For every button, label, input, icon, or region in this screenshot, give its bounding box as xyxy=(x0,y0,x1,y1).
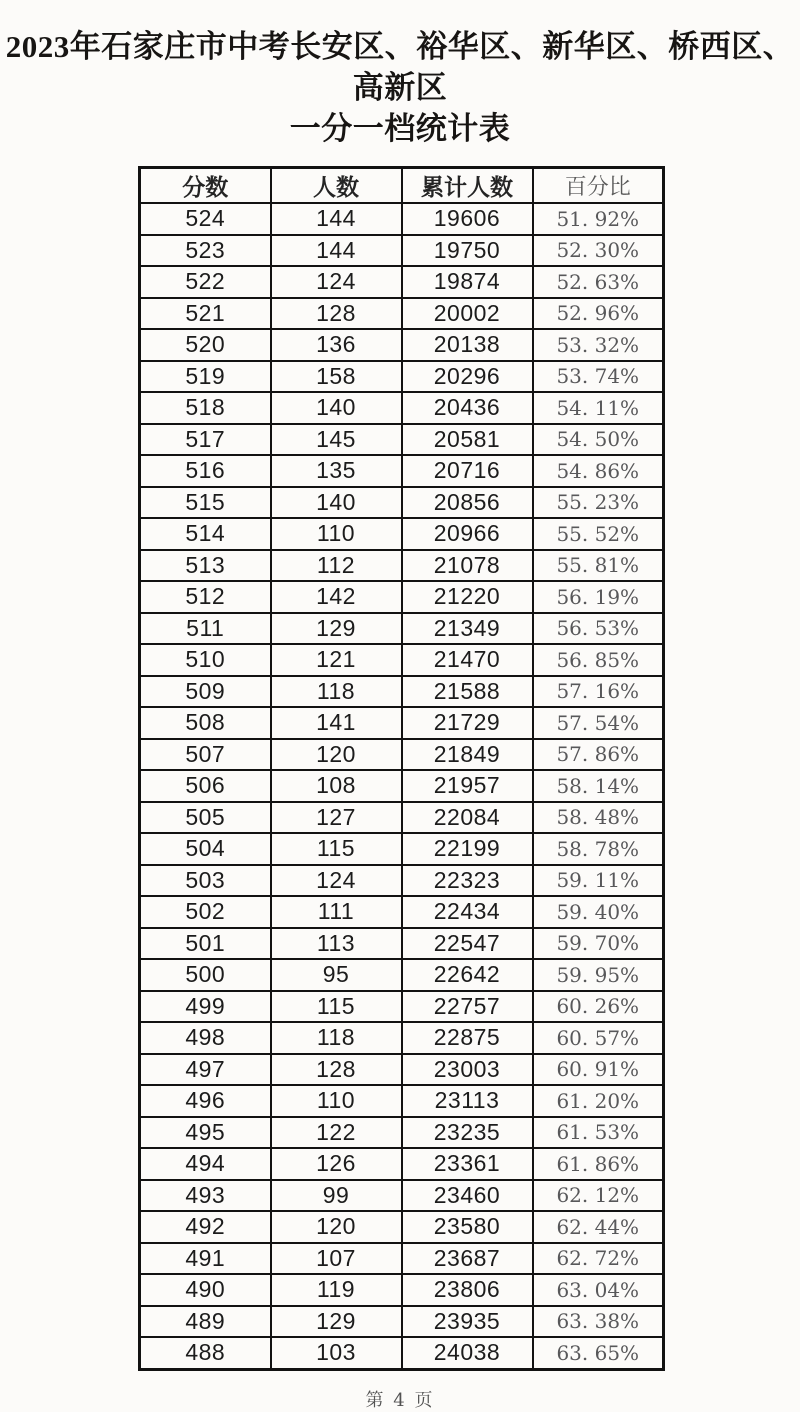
count-cell: 158 xyxy=(271,361,402,393)
percent-cell: 54. 11% xyxy=(533,392,664,424)
score-cell: 500 xyxy=(140,959,271,991)
score-cell: 510 xyxy=(140,644,271,676)
table-row xyxy=(140,1085,664,1117)
count-cell: 145 xyxy=(271,424,402,456)
score-cell: 508 xyxy=(140,707,271,739)
percent-cell: 59. 40% xyxy=(533,896,664,928)
table-row xyxy=(140,865,664,897)
percent-cell: 52. 96% xyxy=(533,298,664,330)
cumulative-cell: 21729 xyxy=(402,707,533,739)
score-cell: 502 xyxy=(140,896,271,928)
table-row xyxy=(140,613,664,645)
percent-cell: 61. 86% xyxy=(533,1148,664,1180)
cumulative-cell: 23580 xyxy=(402,1211,533,1243)
count-cell: 120 xyxy=(271,739,402,771)
cumulative-cell: 21349 xyxy=(402,613,533,645)
percent-cell: 52. 30% xyxy=(533,235,664,267)
count-cell: 129 xyxy=(271,1306,402,1338)
cumulative-cell: 20581 xyxy=(402,424,533,456)
cumulative-cell: 19874 xyxy=(402,266,533,298)
score-cell: 496 xyxy=(140,1085,271,1117)
table-body xyxy=(140,203,664,1369)
count-cell: 127 xyxy=(271,802,402,834)
cumulative-cell: 20716 xyxy=(402,455,533,487)
count-cell: 129 xyxy=(271,613,402,645)
percent-cell: 56. 19% xyxy=(533,581,664,613)
percent-cell: 62. 12% xyxy=(533,1180,664,1212)
score-cell: 524 xyxy=(140,203,271,235)
score-cell: 505 xyxy=(140,802,271,834)
percent-cell: 53. 74% xyxy=(533,361,664,393)
count-cell: 124 xyxy=(271,266,402,298)
count-cell: 120 xyxy=(271,1211,402,1243)
table-row xyxy=(140,896,664,928)
percent-cell: 63. 04% xyxy=(533,1274,664,1306)
count-cell: 141 xyxy=(271,707,402,739)
cumulative-cell: 20296 xyxy=(402,361,533,393)
percent-cell: 59. 70% xyxy=(533,928,664,960)
count-cell: 128 xyxy=(271,1054,402,1086)
percent-cell: 58. 14% xyxy=(533,770,664,802)
table-row xyxy=(140,1337,664,1369)
count-cell: 121 xyxy=(271,644,402,676)
header-percent: 百分比 xyxy=(533,168,664,204)
score-cell: 523 xyxy=(140,235,271,267)
score-cell: 497 xyxy=(140,1054,271,1086)
score-cell: 501 xyxy=(140,928,271,960)
score-cell: 516 xyxy=(140,455,271,487)
percent-cell: 58. 78% xyxy=(533,833,664,865)
percent-cell: 55. 23% xyxy=(533,487,664,519)
score-cell: 515 xyxy=(140,487,271,519)
count-cell: 115 xyxy=(271,991,402,1023)
percent-cell: 61. 20% xyxy=(533,1085,664,1117)
table-row xyxy=(140,392,664,424)
table-row xyxy=(140,991,664,1023)
percent-cell: 62. 44% xyxy=(533,1211,664,1243)
table-row xyxy=(140,1180,664,1212)
table-row xyxy=(140,959,664,991)
score-cell: 493 xyxy=(140,1180,271,1212)
cumulative-cell: 21849 xyxy=(402,739,533,771)
percent-cell: 63. 38% xyxy=(533,1306,664,1338)
cumulative-cell: 20856 xyxy=(402,487,533,519)
count-cell: 122 xyxy=(271,1117,402,1149)
cumulative-cell: 20138 xyxy=(402,329,533,361)
count-cell: 136 xyxy=(271,329,402,361)
percent-cell: 54. 50% xyxy=(533,424,664,456)
table-row xyxy=(140,1306,664,1338)
score-cell: 517 xyxy=(140,424,271,456)
cumulative-cell: 22875 xyxy=(402,1022,533,1054)
count-cell: 115 xyxy=(271,833,402,865)
percent-cell: 56. 53% xyxy=(533,613,664,645)
score-cell: 488 xyxy=(140,1337,271,1369)
header-row xyxy=(140,168,664,204)
cumulative-cell: 22323 xyxy=(402,865,533,897)
score-cell: 518 xyxy=(140,392,271,424)
table-row xyxy=(140,676,664,708)
count-cell: 144 xyxy=(271,203,402,235)
score-cell: 503 xyxy=(140,865,271,897)
percent-cell: 53. 32% xyxy=(533,329,664,361)
header-count: 人数 xyxy=(271,168,402,204)
cumulative-cell: 21957 xyxy=(402,770,533,802)
percent-cell: 52. 63% xyxy=(533,266,664,298)
percent-cell: 63. 65% xyxy=(533,1337,664,1369)
count-cell: 142 xyxy=(271,581,402,613)
table-row xyxy=(140,518,664,550)
count-cell: 119 xyxy=(271,1274,402,1306)
percent-cell: 57. 54% xyxy=(533,707,664,739)
table-row xyxy=(140,644,664,676)
table-row xyxy=(140,1022,664,1054)
table-row xyxy=(140,1243,664,1275)
score-cell: 504 xyxy=(140,833,271,865)
score-cell: 499 xyxy=(140,991,271,1023)
percent-cell: 59. 95% xyxy=(533,959,664,991)
score-cell: 507 xyxy=(140,739,271,771)
count-cell: 140 xyxy=(271,487,402,519)
count-cell: 110 xyxy=(271,518,402,550)
score-distribution-table xyxy=(138,166,665,1371)
count-cell: 111 xyxy=(271,896,402,928)
table-row xyxy=(140,1054,664,1086)
count-cell: 99 xyxy=(271,1180,402,1212)
count-cell: 110 xyxy=(271,1085,402,1117)
table-row xyxy=(140,802,664,834)
score-cell: 513 xyxy=(140,550,271,582)
cumulative-cell: 23113 xyxy=(402,1085,533,1117)
cumulative-cell: 23806 xyxy=(402,1274,533,1306)
percent-cell: 60. 26% xyxy=(533,991,664,1023)
score-cell: 495 xyxy=(140,1117,271,1149)
cumulative-cell: 21588 xyxy=(402,676,533,708)
percent-cell: 62. 72% xyxy=(533,1243,664,1275)
count-cell: 135 xyxy=(271,455,402,487)
table-row xyxy=(140,770,664,802)
percent-cell: 60. 57% xyxy=(533,1022,664,1054)
cumulative-cell: 24038 xyxy=(402,1337,533,1369)
table-row xyxy=(140,739,664,771)
title-line-2: 一分一档统计表 xyxy=(289,111,511,146)
table-row xyxy=(140,487,664,519)
table-row xyxy=(140,581,664,613)
score-cell: 490 xyxy=(140,1274,271,1306)
cumulative-cell: 23003 xyxy=(402,1054,533,1086)
score-cell: 506 xyxy=(140,770,271,802)
cumulative-cell: 22084 xyxy=(402,802,533,834)
percent-cell: 55. 81% xyxy=(533,550,664,582)
score-cell: 519 xyxy=(140,361,271,393)
score-cell: 494 xyxy=(140,1148,271,1180)
score-cell: 491 xyxy=(140,1243,271,1275)
percent-cell: 54. 86% xyxy=(533,455,664,487)
count-cell: 113 xyxy=(271,928,402,960)
cumulative-cell: 22642 xyxy=(402,959,533,991)
cumulative-cell: 22547 xyxy=(402,928,533,960)
table-row xyxy=(140,928,664,960)
cumulative-cell: 23460 xyxy=(402,1180,533,1212)
title-line-1: 2023年石家庄市中考长安区、裕华区、新华区、桥西区、高新区 xyxy=(5,29,795,105)
count-cell: 107 xyxy=(271,1243,402,1275)
percent-cell: 51. 92% xyxy=(533,203,664,235)
table-row xyxy=(140,235,664,267)
score-cell: 522 xyxy=(140,266,271,298)
cumulative-cell: 23361 xyxy=(402,1148,533,1180)
cumulative-cell: 23235 xyxy=(402,1117,533,1149)
cumulative-cell: 21220 xyxy=(402,581,533,613)
count-cell: 95 xyxy=(271,959,402,991)
cumulative-cell: 21078 xyxy=(402,550,533,582)
table-row xyxy=(140,455,664,487)
score-cell: 489 xyxy=(140,1306,271,1338)
cumulative-cell: 22199 xyxy=(402,833,533,865)
cumulative-cell: 21470 xyxy=(402,644,533,676)
count-cell: 118 xyxy=(271,676,402,708)
percent-cell: 59. 11% xyxy=(533,865,664,897)
table-row xyxy=(140,266,664,298)
table-row xyxy=(140,550,664,582)
table-row xyxy=(140,1274,664,1306)
percent-cell: 60. 91% xyxy=(533,1054,664,1086)
table-row xyxy=(140,424,664,456)
cumulative-cell: 22434 xyxy=(402,896,533,928)
cumulative-cell: 20002 xyxy=(402,298,533,330)
page-number: 第 4 页 xyxy=(365,1389,435,1411)
table-row xyxy=(140,1117,664,1149)
header-cumulative: 累计人数 xyxy=(402,168,533,204)
percent-cell: 56. 85% xyxy=(533,644,664,676)
cumulative-cell: 20966 xyxy=(402,518,533,550)
page-title xyxy=(0,0,800,149)
score-cell: 521 xyxy=(140,298,271,330)
table-row xyxy=(140,361,664,393)
score-cell: 511 xyxy=(140,613,271,645)
percent-cell: 61. 53% xyxy=(533,1117,664,1149)
cumulative-cell: 20436 xyxy=(402,392,533,424)
percent-cell: 57. 16% xyxy=(533,676,664,708)
cumulative-cell: 23935 xyxy=(402,1306,533,1338)
count-cell: 144 xyxy=(271,235,402,267)
table-row xyxy=(140,203,664,235)
count-cell: 112 xyxy=(271,550,402,582)
count-cell: 103 xyxy=(271,1337,402,1369)
score-cell: 492 xyxy=(140,1211,271,1243)
table-row xyxy=(140,329,664,361)
cumulative-cell: 19606 xyxy=(402,203,533,235)
table-row xyxy=(140,1148,664,1180)
header-score: 分数 xyxy=(140,168,271,204)
count-cell: 140 xyxy=(271,392,402,424)
count-cell: 108 xyxy=(271,770,402,802)
score-cell: 512 xyxy=(140,581,271,613)
score-cell: 509 xyxy=(140,676,271,708)
percent-cell: 57. 86% xyxy=(533,739,664,771)
cumulative-cell: 22757 xyxy=(402,991,533,1023)
table-row xyxy=(140,1211,664,1243)
table-row xyxy=(140,707,664,739)
percent-cell: 58. 48% xyxy=(533,802,664,834)
count-cell: 126 xyxy=(271,1148,402,1180)
count-cell: 124 xyxy=(271,865,402,897)
cumulative-cell: 19750 xyxy=(402,235,533,267)
count-cell: 118 xyxy=(271,1022,402,1054)
table-row xyxy=(140,833,664,865)
count-cell: 128 xyxy=(271,298,402,330)
score-cell: 520 xyxy=(140,329,271,361)
cumulative-cell: 23687 xyxy=(402,1243,533,1275)
score-cell: 514 xyxy=(140,518,271,550)
percent-cell: 55. 52% xyxy=(533,518,664,550)
score-cell: 498 xyxy=(140,1022,271,1054)
table-row xyxy=(140,298,664,330)
